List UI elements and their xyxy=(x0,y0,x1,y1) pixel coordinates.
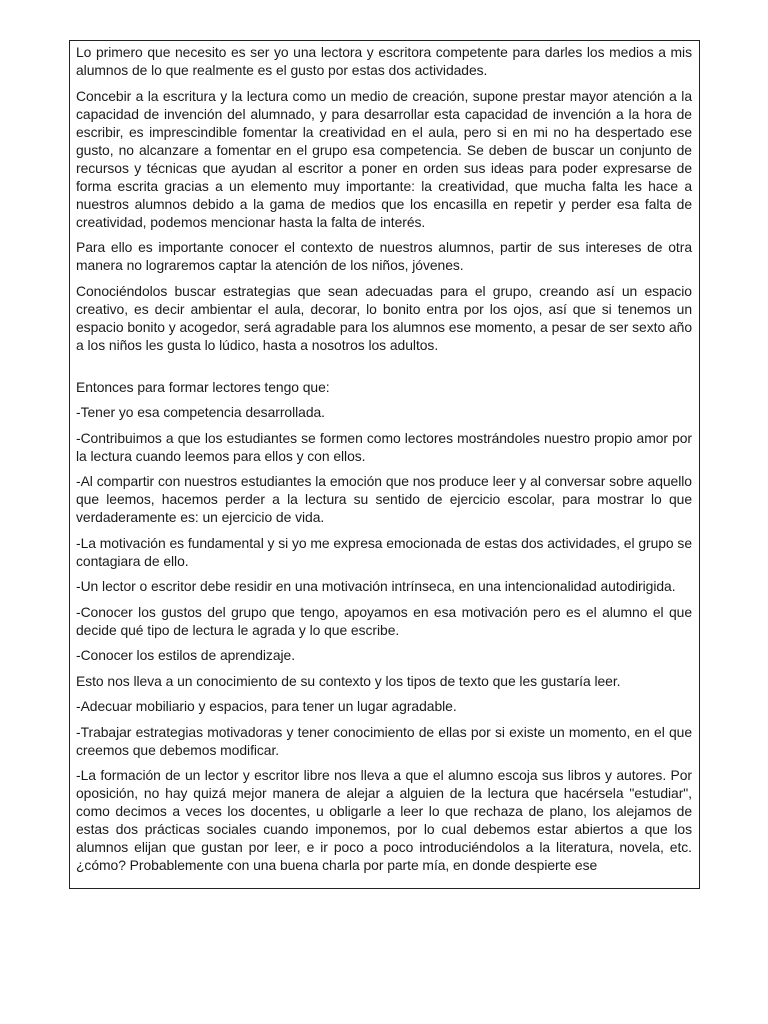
paragraph: Para ello es importante conocer el contexto de nuestros alumnos, partir de sus intereses de otra manera no lograremos captar la atención de los niños, jóvenes. xyxy=(76,239,692,273)
list-item: -Un lector o escritor debe residir en una motivación intrínseca, en una intencionalidad autodirigida. xyxy=(76,578,676,594)
paragraph: Lo primero que necesito es ser yo una lectora y escritora competente para darles los medios a mis alumnos de lo que realmente es el gusto por estas dos actividades. xyxy=(76,44,692,78)
list-item: -Adecuar mobiliario y espacios, para tener un lugar agradable. xyxy=(76,698,457,714)
list-intro: Entonces para formar lectores tengo que: xyxy=(76,378,330,395)
list-item: -Tener yo esa competencia desarrollada. xyxy=(76,404,325,420)
list-item: -Trabajar estrategias motivadoras y tener conocimiento de ellas por si existe un momento, en el que creemos que debemos modificar. xyxy=(76,723,692,758)
list-item: -La formación de un lector y escritor libre nos lleva a que el alumno escoja sus libros y autores. Por oposición, no hay quizá mejor manera de alejar a alguien de la lectura que hacérsela "estudiar", como decimos a veces los docentes, u obligarle a leer lo que rechaza de plano, los alejamos de estas dos prácticas sociales cuando imponemos, por lo cual debemos estar abiertos a que los alumnos elijan que gustan por leer, e ir poco a poco introduciéndolos a la literatura, novela, etc. ¿cómo? Probablemente con una buena charla por parte mía, en donde despierte ese xyxy=(76,767,692,873)
list-item: -Al compartir con nuestros estudiantes la emoción que nos produce leer y al conversar sobre aquello que leemos, hacemos perder a la lectura su sentido de ejercicio escolar, para mostrar lo que verdaderamente es: un ejercicio de vida. xyxy=(76,473,692,525)
list-item: -Conocer los gustos del grupo que tengo, apoyamos en esa motivación pero es el alumno el que decide qué tipo de lectura le agrada y lo que escribe. xyxy=(76,603,692,638)
paragraph: Concebir a la escritura y la lectura como un medio de creación, supone prestar mayor atención a la capacidad de invención del alumnado, y para desarrollar esta capacidad de invención a la hora de escribir, es imprescindible fomentar la creatividad en el aula, pero si en mi no ha despertado ese gusto, no alcanzare a fomentar en el grupo esa competencia. Se deben de buscar un conjunto de recursos y técnicas que ayudan al escritor a poner en orden sus ideas para poder expresarse de forma escrita gracias a un elemento muy importante: la creatividad, que mucha falta les hace a nuestros alumnos debido a la gama de medios que los encasilla en repetir y perder esa falta de creatividad, podemos mencionar hasta la falta de interés. xyxy=(76,87,692,230)
list-item: -Conocer los estilos de aprendizaje. xyxy=(76,647,296,663)
list-item: -Contribuimos a que los estudiantes se formen como lectores mostrándoles nuestro propio amor por la lectura cuando leemos para ellos y con ellos. xyxy=(76,429,692,464)
list-item: -La motivación es fundamental y si yo me expresa emocionada de estas dos actividades, el grupo se contagiara de ello. xyxy=(76,534,692,569)
paragraph: Esto nos lleva a un conocimiento de su contexto y los tipos de texto que les gustaría leer. xyxy=(76,672,621,689)
paragraph: Conociéndolos buscar estrategias que sean adecuadas para el grupo, creando así un espacio creativo, es decir ambientar el aula, decorar, lo bonito entra por los ojos, así que si tenemos un espacio bonito y acogedor, será agradable para los alumnos ese momento, a pesar de ser sexto año a los niños les gusta lo lúdico, hasta a nosotros los adultos. xyxy=(76,282,692,353)
bordered-text-box xyxy=(69,40,700,889)
